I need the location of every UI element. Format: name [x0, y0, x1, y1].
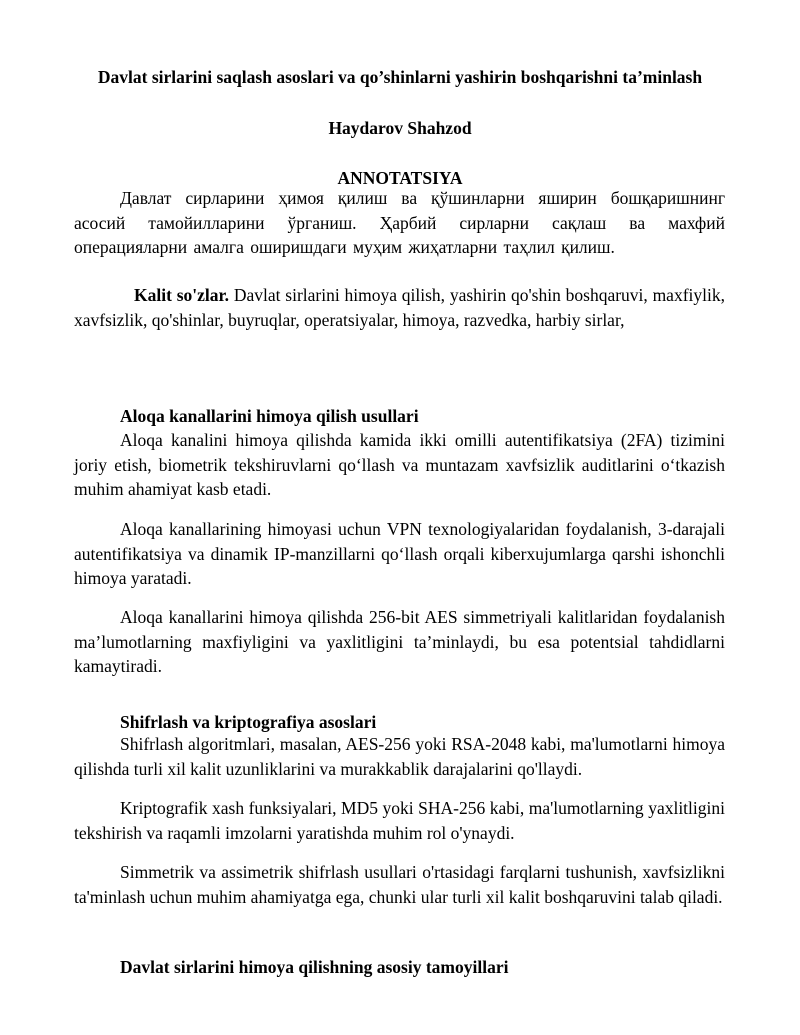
section-paragraph: Simmetrik va assimetrik shifrlash usullari o'rtasidagi farqlarni tushunish, xavfsizlikni ta'minlash uchun muhim ahamiyatga ega, chunki ular turli xil kalit boshqaruvini talab qiladi. — [74, 862, 725, 907]
section-paragraph: Shifrlash algoritmlari, masalan, AES-256 yoki RSA-2048 kabi, ma'lumotlarni himoya qilishda turli xil kalit uzunliklarini va murakkablik darajalarini qo'llaydi. — [74, 734, 725, 779]
section-paragraph: Kriptografik xash funksiyalari, MD5 yoki SHA-256 kabi, ma'lumotlarning yaxlitligini tekshirish va raqamli imzolarni yaratishda muhim rol o'ynaydi. — [74, 798, 725, 843]
document-title: Davlat sirlarini saqlash asoslari va qo’shinlarni yashirin boshqarishni ta’minlash — [97, 67, 703, 87]
section-paragraph: Aloqa kanalini himoya qilishda kamida ikki omilli autentifikatsiya (2FA) tizimini joriy etish, biometrik tekshiruvlarni qo‘llash va muntazam xavfsizlik auditlarini o‘tkazish muhim ahamiyat kasb etadi. — [74, 430, 725, 499]
section-paragraph: Aloqa kanallarini himoya qilishda 256-bit AES simmetriyali kalitlaridan foydalanish ma’lumotlarning maxfiyligini va yaxlitligini ta’minlaydi, bu esa potentsial tahdidlarni kamaytiradi. — [74, 607, 725, 676]
author-name: Haydarov Shahzod — [328, 118, 472, 138]
section-heading-encryption: Shifrlash va kriptografiya asoslari — [120, 712, 377, 732]
keywords-paragraph — [74, 283, 725, 332]
section-heading-state-secrets-principles: Davlat sirlarini himoya qilishning asosiy tamoyillari — [120, 957, 509, 977]
section-heading-communication-channels: Aloqa kanallarini himoya qilish usullari — [120, 406, 419, 426]
annotation-heading: ANNOTATSIYA — [337, 168, 463, 188]
annotation-text: Давлат сирларини ҳимоя қилиш ва қўшинларни яширин бошқаришнинг асосий тамойилларини ўрганиш. Ҳарбий сирларни сақлаш ва махфий операцияларни амалга оширишдаги муҳим жиҳатларни таҳлил қилиш. — [74, 188, 725, 257]
keywords-text: Davlat sirlarini himoya qilish, yashirin qo'shin boshqaruvi, maxfiylik, xavfsizlik, qo'shinlar, buyruqlar, operatsiyalar, himoya, razvedka, harbiy sirlar, — [74, 285, 725, 330]
keywords-label: Kalit so'zlar. — [134, 285, 230, 305]
section-paragraph: Aloqa kanallarining himoyasi uchun VPN texnologiyalaridan foydalanish, 3-darajali autentifikatsiya va dinamik IP-manzillarni qo‘llash orqali kiberxujumlarga qarshi ishonchli himoya yaratadi. — [74, 519, 725, 588]
